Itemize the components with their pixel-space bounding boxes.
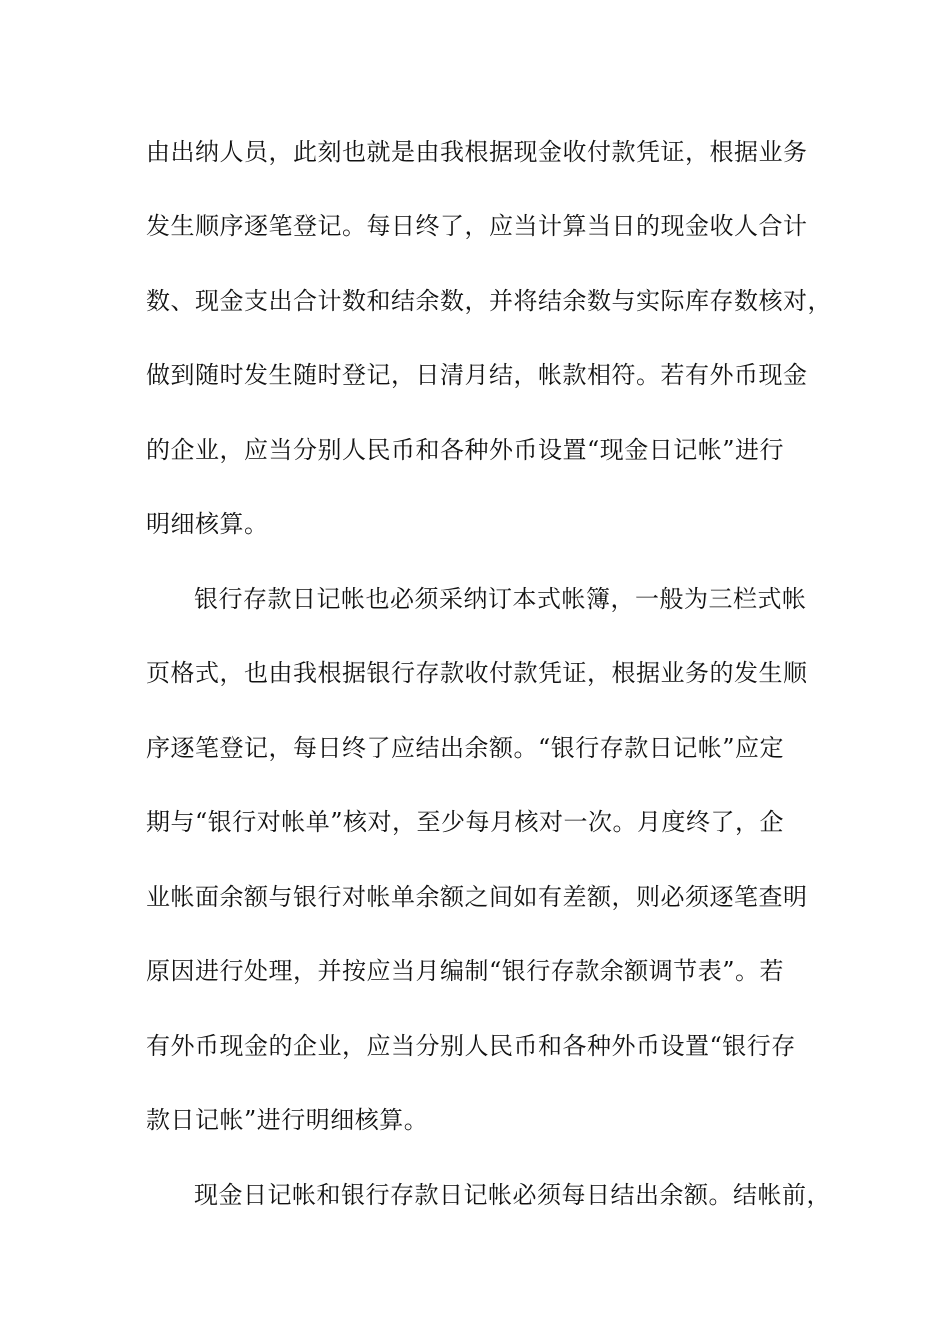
paragraph-line: 数、现金支出合计数和结余数，并将结余数与实际库存数核对，: [146, 287, 832, 315]
paragraph-line: 发生顺序逐笔登记。每日终了，应当计算当日的现金收人合计: [146, 212, 808, 240]
paragraph-line: 有外币现金的企业，应当分别人民币和各种外币设置“银行存: [146, 1032, 796, 1060]
paragraph-line: 序逐笔登记，每日终了应结出余额。“银行存款日记帐”应定: [146, 734, 785, 762]
paragraph-line: 做到随时发生随时登记，日清月结，帐款相符。若有外币现金: [146, 361, 808, 389]
paragraph-line: 的企业，应当分别人民币和各种外币设置“现金日记帐”进行: [146, 436, 785, 464]
paragraph-line: 款日记帐”进行明细核算。: [146, 1106, 429, 1134]
paragraph-line: 现金日记帐和银行存款日记帐必须每日结出余额。结帐前，: [194, 1181, 831, 1209]
paragraph-line: 银行存款日记帐也必须采纳订本式帐簿，一般为三栏式帐: [194, 585, 807, 613]
paragraph-line: 业帐面余额与银行对帐单余额之间如有差额，则必须逐笔查明: [146, 883, 808, 911]
paragraph-line: 原因进行处理，并按应当月编制“银行存款余额调节表”。若: [146, 957, 785, 985]
paragraph-line: 由出纳人员，此刻也就是由我根据现金收付款凭证，根据业务: [146, 138, 808, 166]
paragraph-line: 期与“银行对帐单”核对，至少每月核对一次。月度终了，企: [146, 808, 785, 836]
paragraph-line: 页格式，也由我根据银行存款收付款凭证，根据业务的发生顺: [146, 659, 808, 687]
paragraph-line: 明细核算。: [146, 510, 269, 538]
